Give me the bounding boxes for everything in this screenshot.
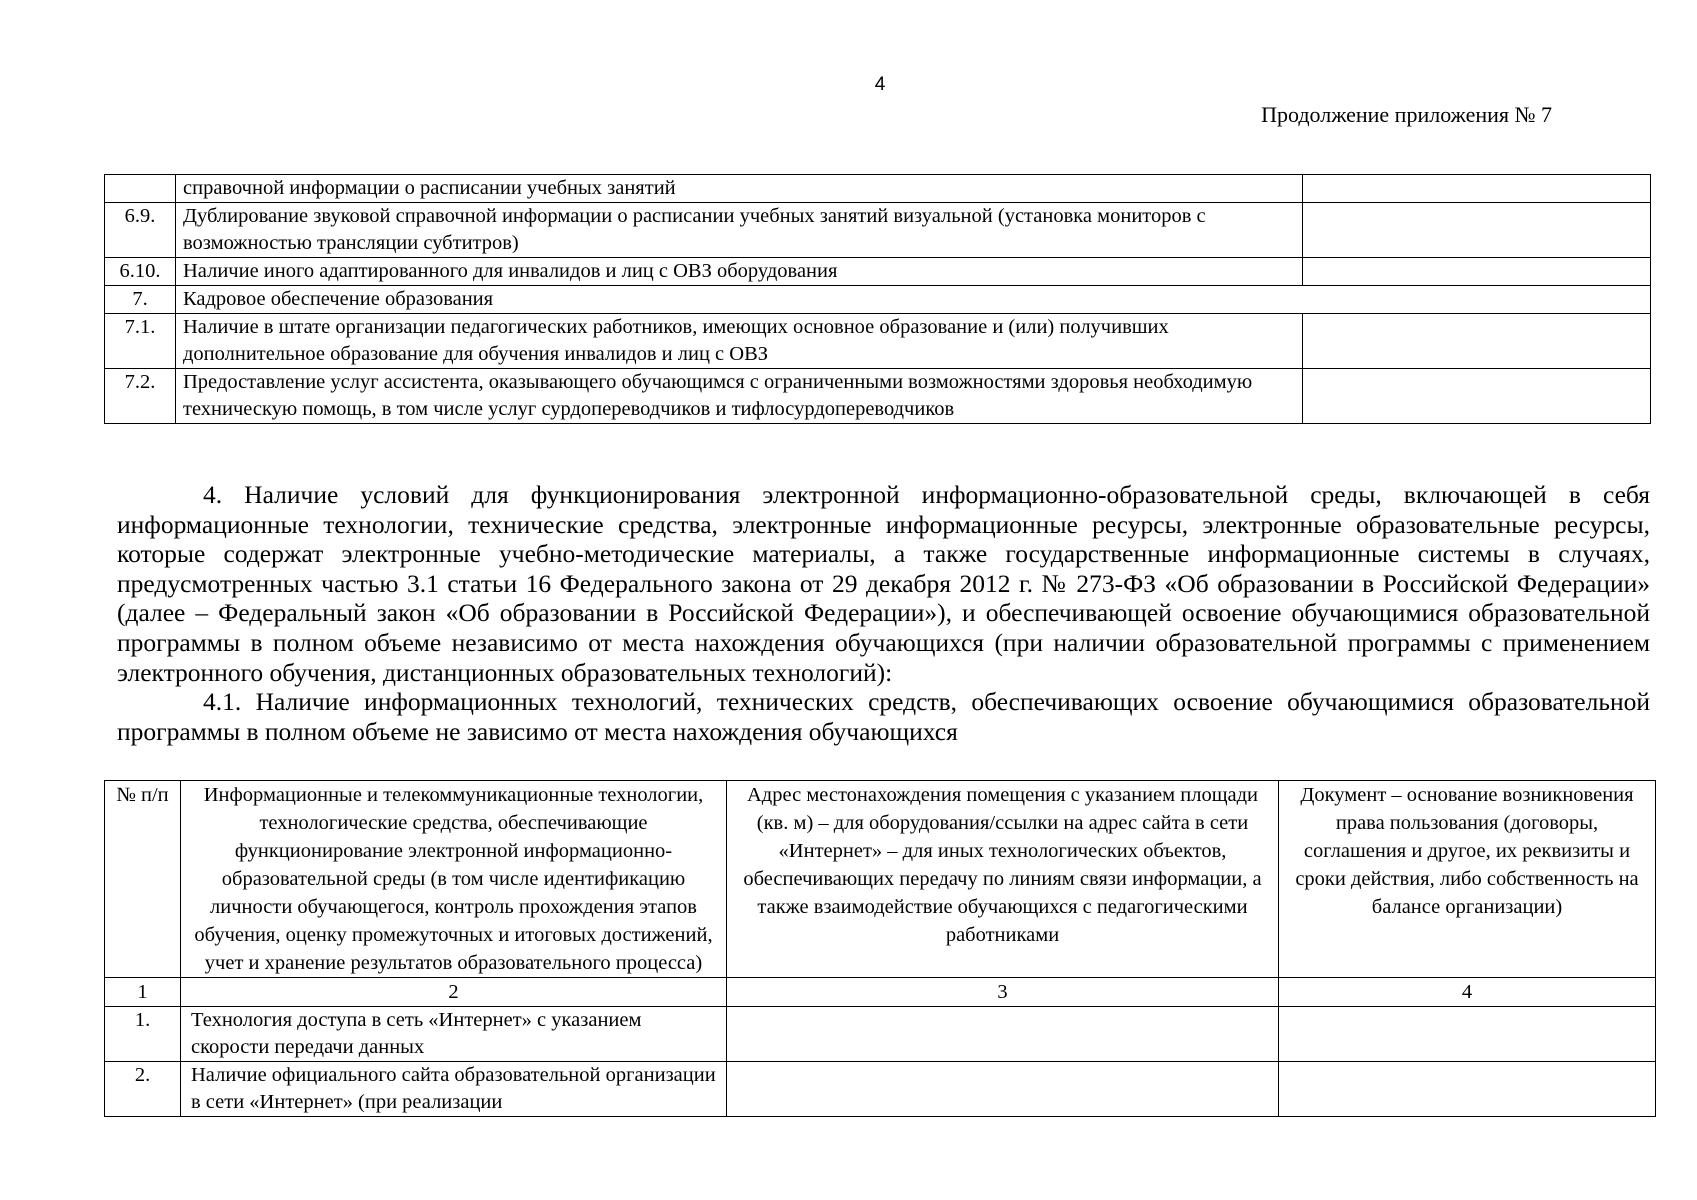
row-value-cell [1303, 314, 1651, 369]
row-number: 7. [105, 286, 176, 314]
row-number: 1. [105, 1007, 181, 1062]
appendix-label: Продолжение приложения № 7 [1261, 102, 1552, 127]
bottom-table [104, 780, 1656, 1117]
table-row [105, 203, 1651, 258]
body-text [117, 480, 1650, 746]
row-technology-name: Технология доступа в сеть «Интернет» с указанием скорости передачи данных [181, 1007, 727, 1062]
row-value-cell [1303, 203, 1651, 258]
row-text: справочной информации о расписании учебных занятий [176, 175, 1303, 203]
top-table [104, 174, 1651, 424]
row-number: 7.1. [105, 314, 176, 369]
row-number: 7.2. [105, 369, 176, 424]
row-text: Наличие иного адаптированного для инвалидов и лиц с ОВЗ оборудования [176, 258, 1303, 286]
row-text: Дублирование звуковой справочной информации о расписании учебных занятий визуальной (установка мониторов с возможностью трансляции субтитров) [176, 203, 1303, 258]
row-value-cell [1303, 369, 1651, 424]
header-cell-number: № п/п [105, 781, 181, 978]
row-address-cell [727, 1062, 1279, 1117]
row-value-cell [1303, 175, 1651, 203]
header-cell-technologies: Информационные и телекоммуникационные технологии, технологические средства, обеспечивающие функционирование электронной информационно-образовательной среды (в том числе идентификацию личности обучающегося, контроль прохождения этапов обучения, оценку промежуточных и итоговых достижений, учет и хранение результатов образовательного процесса) [181, 781, 727, 978]
row-number [105, 175, 176, 203]
row-number: 2. [105, 1062, 181, 1117]
column-number: 4 [1279, 978, 1656, 1007]
column-number: 2 [181, 978, 727, 1007]
table-row [105, 1062, 1656, 1117]
header-cell-document: Документ – основание возникновения права пользования (договоры, соглашения и другое, их реквизиты и сроки действия, либо собственность на балансе организации) [1279, 781, 1656, 978]
column-number: 3 [727, 978, 1279, 1007]
table-row [105, 175, 1651, 203]
table-row [105, 286, 1651, 314]
page-number: 4 [874, 74, 886, 95]
table-header-row [105, 781, 1656, 978]
header-cell-address: Адрес местонахождения помещения с указанием площади (кв. м) – для оборудования/ссылки на адрес сайта в сети «Интернет» – для иных технологических объектов, обеспечивающих передачу по линиям связи информации, а также взаимодействие обучающихся с педагогическими работниками [727, 781, 1279, 978]
row-document-cell [1279, 1062, 1656, 1117]
table-row [105, 314, 1651, 369]
column-number: 1 [105, 978, 181, 1007]
row-text: Кадровое обеспечение образования [176, 286, 1651, 314]
row-value-cell [1303, 258, 1651, 286]
row-number: 6.10. [105, 258, 176, 286]
row-document-cell [1279, 1007, 1656, 1062]
row-address-cell [727, 1007, 1279, 1062]
column-number-row [105, 978, 1656, 1007]
row-text: Наличие в штате организации педагогических работников, имеющих основное образование и (или) получивших дополнительное образование для обучения инвалидов и лиц с ОВЗ [176, 314, 1303, 369]
table-row [105, 1007, 1656, 1062]
row-number: 6.9. [105, 203, 176, 258]
table-row [105, 258, 1651, 286]
table-row [105, 369, 1651, 424]
row-text: Предоставление услуг ассистента, оказывающего обучающимся с ограниченными возможностями здоровья необходимую техническую помощь, в том числе услуг сурдопереводчиков и тифлосурдопереводчиков [176, 369, 1303, 424]
paragraph-4-1: 4.1. Наличие информационных технологий, технических средств, обеспечивающих освоение обучающимися образовательной программы в полном объеме не зависимо от места нахождения обучающихся [117, 687, 1650, 746]
row-technology-name: Наличие официального сайта образовательной организации в сети «Интернет» (при реализации [181, 1062, 727, 1117]
paragraph-4: 4. Наличие условий для функционирования электронной информационно-образовательной среды, включающей в себя информационные технологии, технические средства, электронные информационные ресурсы, электронные образовательные ресурсы, которые содержат электронные учебно-методические материалы, а также государственные информационные системы в случаях, предусмотренных частью 3.1 статьи 16 Федерального закона от 29 декабря 2012 г. № 273-ФЗ «Об образовании в Российской Федерации» (далее – Федеральный закон «Об образовании в Российской Федерации»), и обеспечивающей освоение обучающимися образовательной программы в полном объеме независимо от места нахождения обучающихся (при наличии образовательной программы с применением электронного обучения, дистанционных образовательных технологий): [117, 480, 1650, 687]
